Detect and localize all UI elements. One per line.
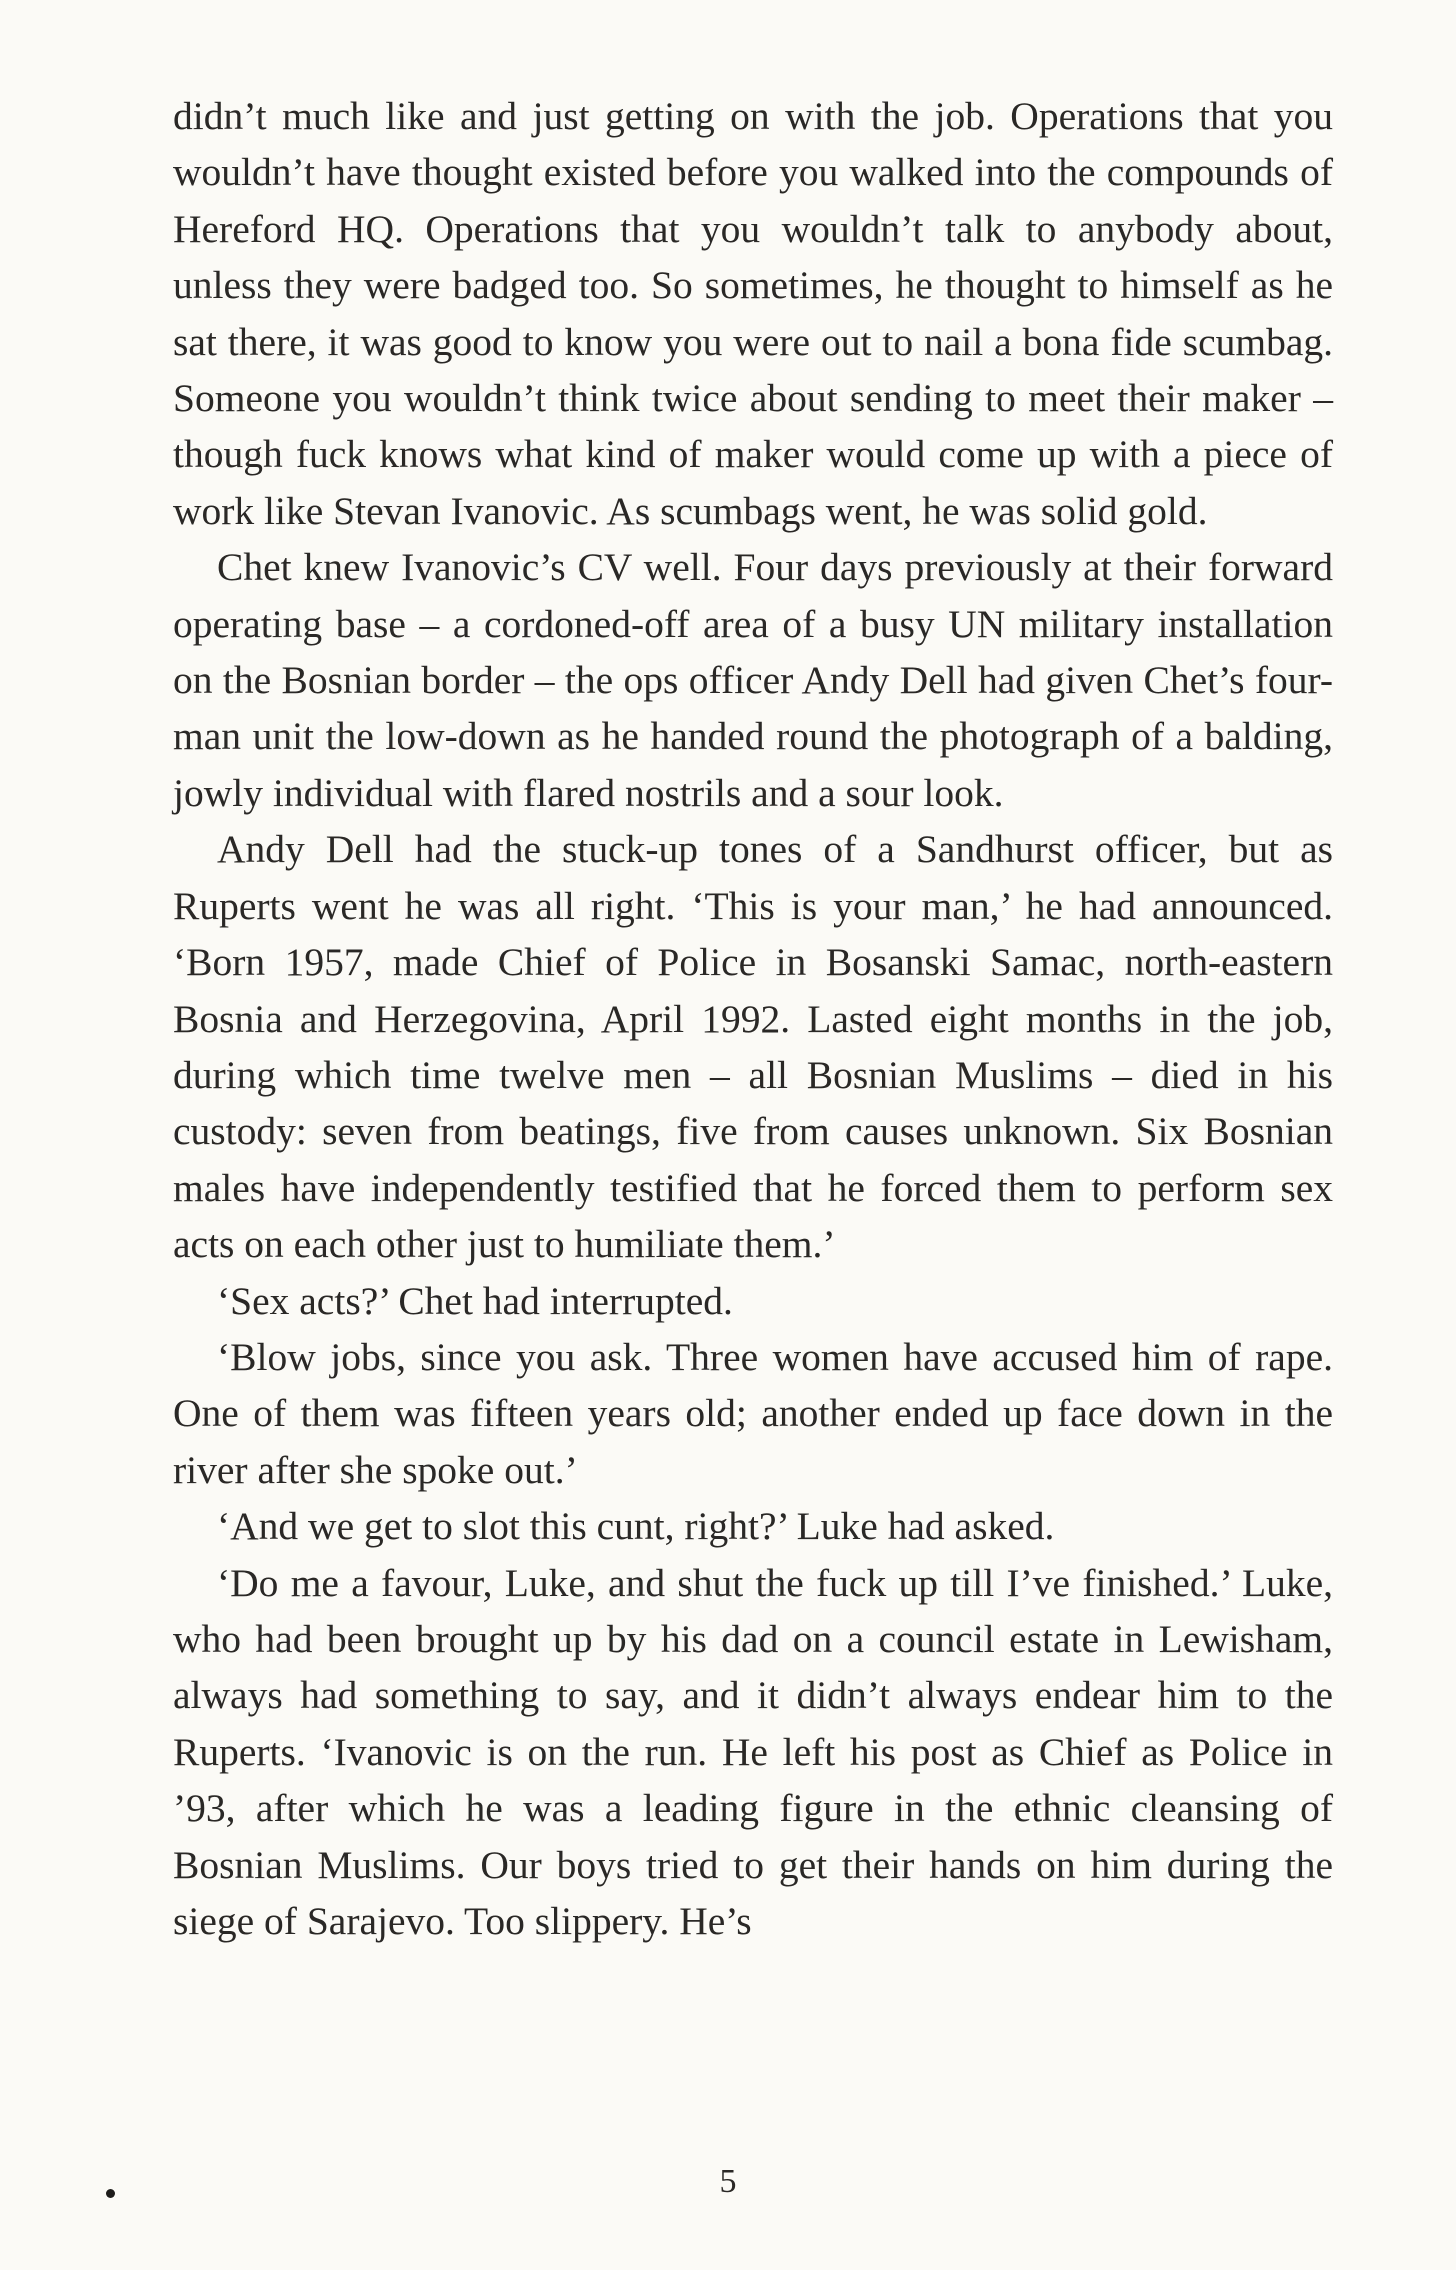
page-number: 5 <box>719 2163 737 2200</box>
body-text <box>173 88 1333 1949</box>
paragraph-2: Chet knew Ivanovic’s CV well. Four days previously at their forward operating base – a cordoned-off area of a busy UN military installation on the Bosnian border – the ops officer Andy Dell had given Chet’s four-man unit the low-down as he handed round the photograph of a balding, jowly individual with flared nostrils and a sour look. <box>173 545 1333 815</box>
paragraph-3: Andy Dell had the stuck-up tones of a Sandhurst officer, but as Ruperts went he was all right. ‘This is your man,’ he had announced. ‘Born 1957, made Chief of Police in Bosanski Samac, north-eastern Bosnia and Herzegovina, April 1992. Lasted eight months in the job, during which time twelve men – all Bosnian Muslims – died in his custody: seven from beatings, five from causes unknown. Six Bosnian males have independently testified that he forced them to perform sex acts on each other just to humiliate them.’ <box>173 827 1333 1267</box>
ink-speck <box>106 2189 115 2198</box>
paragraph-4: ‘Sex acts?’ Chet had interrupted. <box>217 1278 733 1323</box>
paragraph-1: didn’t much like and just getting on with the job. Operations that you wouldn’t have thought existed before you walked into the compounds of Hereford HQ. Operations that you wouldn’t talk to anybody about, unless they were badged too. So sometimes, he thought to himself as he sat there, it was good to know you were out to nail a bona fide scumbag. Someone you wouldn’t think twice about sending to meet their maker – though fuck knows what kind of maker would come up with a piece of work like Stevan Ivanovic. As scumbags went, he was solid gold. <box>173 94 1333 533</box>
paragraph-7: ‘Do me a favour, Luke, and shut the fuck up till I’ve finished.’ Luke, who had been brought up by his dad on a council estate in Lewisham, always had something to say, and it didn’t always endear him to the Ruperts. ‘Ivanovic is on the run. He left his post as Chief as Police in ’93, after which he was a leading figure in the ethnic cleansing of Bosnian Muslims. Our boys tried to get their hands on him during the siege of Sarajevo. Too slippery. He’s <box>173 1560 1333 1943</box>
paragraph-5: ‘Blow jobs, since you ask. Three women have accused him of rape. One of them was fifteen years old; another ended up face down in the river after she spoke out.’ <box>173 1334 1333 1492</box>
paragraph-6: ‘And we get to slot this cunt, right?’ Luke had asked. <box>217 1504 1055 1549</box>
